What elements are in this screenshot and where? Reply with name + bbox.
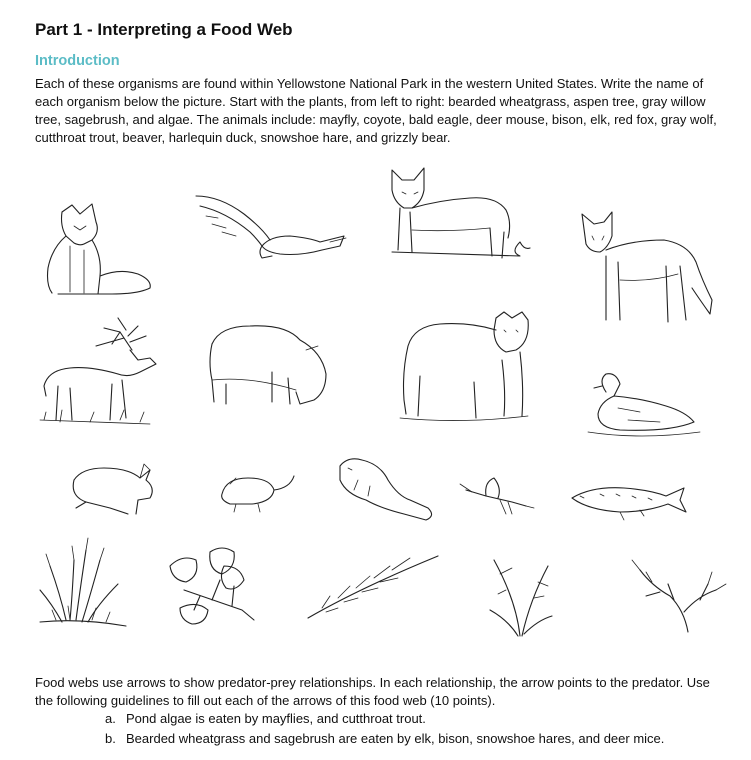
guidelines-list	[105, 709, 664, 749]
guideline-item	[105, 729, 664, 749]
mayfly-illustration	[460, 478, 534, 514]
elk-illustration	[40, 318, 156, 424]
beaver-illustration	[340, 459, 432, 520]
deer-mouse-illustration	[222, 476, 294, 512]
snowshoe-hare-illustration	[73, 464, 152, 514]
coyote-illustration	[582, 212, 712, 322]
guideline-text: Bearded wheatgrass and sagebrush are eaten by elk, bison, snowshoe hares, and deer mice.	[126, 731, 665, 746]
bison-illustration	[210, 326, 326, 404]
guideline-marker: b.	[105, 731, 116, 746]
bearded-wheatgrass-illustration	[40, 538, 126, 626]
cutthroat-trout-illustration	[572, 488, 686, 520]
grizzly-bear-illustration	[400, 312, 528, 421]
guideline-text: Pond algae is eaten by mayflies, and cutthroat trout.	[126, 711, 426, 726]
algae-illustration	[632, 560, 726, 632]
guideline-item	[105, 709, 664, 729]
guideline-marker: a.	[105, 711, 116, 726]
gray-wolf-illustration	[392, 168, 530, 258]
sagebrush-illustration	[490, 560, 552, 636]
harlequin-duck-illustration	[588, 374, 700, 436]
food-web-paragraph: Food webs use arrows to show predator-prey relationships. In each relationship, the arrow points to the predator. Use the following guidelines to fill out each of the arrows of this food web (10 points).	[35, 675, 710, 708]
bald-eagle-illustration	[196, 196, 346, 258]
red-fox-illustration	[48, 204, 151, 294]
intro-heading: Introduction	[35, 53, 120, 69]
aspen-tree-illustration	[170, 548, 254, 624]
intro-paragraph: Each of these organisms are found within Yellowstone National Park in the western United States. Write the name of each organism below the picture. Start with the plants, from left to right: bearded wheatgrass, aspen tree, gray willow tree, sagebrush, and algae. The animals include: mayfly, coyote, bald eagle, deer mouse, bison, elk, red fox, gray wolf, cutthroat trout, beaver, harlequin duck, snowshoe hare, and grizzly bear.	[35, 76, 717, 145]
gray-willow-tree-illustration	[308, 556, 438, 618]
page-title: Part 1 - Interpreting a Food Web	[35, 20, 293, 39]
